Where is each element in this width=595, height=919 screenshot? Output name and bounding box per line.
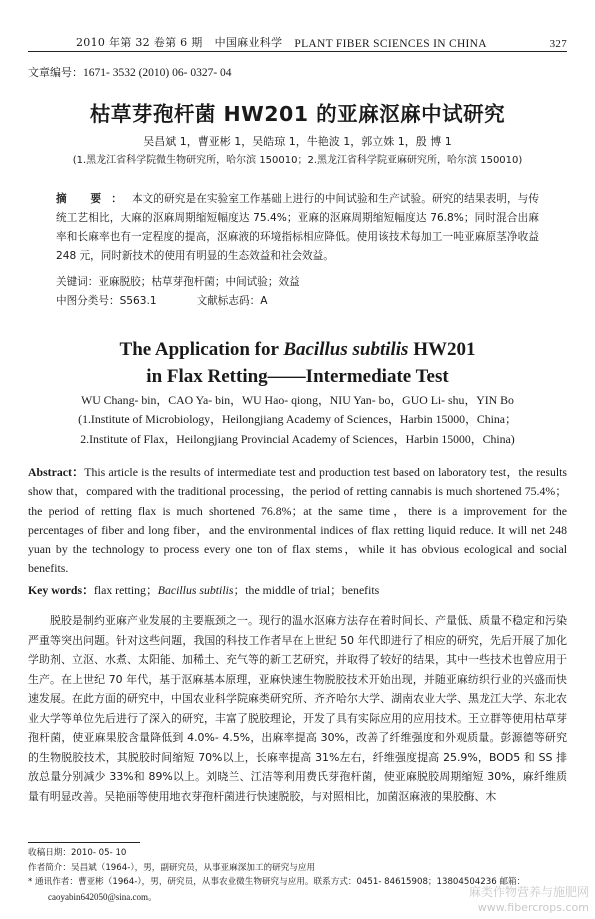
issue-info: 2010 年第 32 卷第 6 期 bbox=[76, 36, 203, 49]
keywords-english-part1: flax retting； bbox=[93, 583, 158, 597]
title-english bbox=[0, 336, 595, 390]
title-chinese: 枯草芽孢杆菌 HW201 的亚麻沤麻中试研究 bbox=[89, 102, 506, 126]
journal-name-cn: 中国麻业科学 bbox=[214, 36, 283, 49]
article-number bbox=[28, 64, 232, 80]
classification-line bbox=[56, 293, 539, 308]
watermark bbox=[469, 885, 589, 915]
keywords-english-part2: ；the middle of trial；benefits bbox=[233, 583, 380, 597]
keywords-chinese bbox=[56, 274, 539, 289]
doc-code-value: A bbox=[260, 295, 268, 307]
abstract-chinese-label: 摘 要： bbox=[56, 193, 132, 205]
authors-chinese: 吴昌斌 1，曹亚彬 1，吴皓琼 1，牛艳波 1，郭立姝 1，殷 博 1 bbox=[143, 135, 452, 148]
affiliation-english-line1: (1.Institute of Microbiology，Heilongjiang Academy of Sciences，Harbin 15000，China； bbox=[78, 412, 517, 426]
keywords-english-species: Bacillus subtilis bbox=[157, 583, 234, 597]
title-english-line2: in Flax Retting——Intermediate Test bbox=[146, 366, 449, 387]
authors-english: WU Chang- bin，CAO Ya- bin，WU Hao- qiong，NIU Yan- bo，GUO Li- shu，YIN Bo bbox=[81, 393, 514, 407]
affiliation-english-line2: 2.Institute of Flax，Heilongjiang Provincial Academy of Sciences，Harbin 15000，China) bbox=[80, 432, 515, 446]
doc-code-label: 文献标志码： bbox=[196, 295, 261, 307]
corresponding-author: * 通讯作者：曹亚彬（1964-），男，研究员，从事农业微生物研究与应用。联系方式：0451- 84615908；13804504236 邮箱： bbox=[28, 877, 526, 887]
clc-value: S563.1 bbox=[119, 295, 157, 307]
article-number-value: 1671- 3532 (2010) 06- 0327- 04 bbox=[83, 67, 232, 79]
received-date: 收稿日期：2010- 05- 10 bbox=[28, 848, 127, 858]
abstract-chinese-text: 本文的研究是在实验室工作基础上进行的中间试验和生产试验。研究的结果表明，与传统工艺相比，大麻的沤麻周期缩短幅度达 75.4%；亚麻的沤麻周期缩短幅度达 76.8%；同时混合出麻率和长麻率也有一定程度的提高，沤麻液的环境指标相应降低。使用该技术每加工一吨亚麻原茎净收益 248 元，同时新技术的使用有明显的生态效益和社会效益。 bbox=[56, 193, 539, 262]
affiliation-chinese: (1.黑龙江省科学院微生物研究所，哈尔滨 150010；2.黑龙江省科学院亚麻研究所，哈尔滨 150010) bbox=[72, 155, 523, 166]
abstract-english-label: Abstract： bbox=[28, 465, 85, 479]
title-english-part2: HW201 bbox=[408, 339, 476, 360]
author-bio: 作者简介：吴昌斌（1964-），男，副研究员，从事亚麻深加工的研究与应用 bbox=[28, 862, 316, 873]
clc-label: 中图分类号： bbox=[56, 295, 120, 307]
abstract-chinese bbox=[56, 190, 539, 266]
keywords-english bbox=[28, 581, 567, 598]
keywords-chinese-text: 亚麻脱胶；枯草芽孢杆菌；中间试验；效益 bbox=[98, 276, 300, 288]
watermark-site-name: 麻类作物营养与施肥网 bbox=[468, 885, 589, 899]
article-number-label: 文章编号： bbox=[28, 66, 83, 79]
corresponding-email: caoyabin642050@sina.com。 bbox=[48, 891, 158, 902]
body-paragraph: 脱胶是制约亚麻产业发展的主要瓶颈之一。现行的温水沤麻方法存在着时间长、产量低、质量不稳定和污染严重等突出问题。针对这些问题，我国的科技工作者早在上世纪 50 年代即进行了相应的研究，先后开展了加化学助剂、立沤、水煮、太阳能、加稀土、充气等的新工艺研究，并取得了较好的结果，其中一些技术也曾应用于生产。在上世纪 70 年代，基于沤麻基本原理，亚麻快速生物脱胶技术开始出现，并随亚麻纺织行业的兴盛而快速发展。在此方面的研究中，中国农业科学院麻类研究所、齐齐哈尔大学、湖南农业大学、黑龙江大学、东北农业大学等单位先后进行了深入的研究，丰富了脱胶理论，开发了具有实际应用的应用技术。王立群等使用枯草芽孢杆菌，使亚麻果胶含量降低到 4.0%- 4.5%，出麻率提高 30%，改善了纤维强度和外观质量。彭源德等研究的生物脱胶技术，其脱胶时间缩短 70%以上，长麻率提高 31%左右，纤维强度提高 25.9%，BOD5 和 SS 排放总量分别减少 33%和 89%以上。刘晓兰、江洁等利用费氏芽孢杆菌，使亚麻脱胶周期缩短 30%，麻纤维质量有明显改善。吴艳丽等使用地衣芽孢杆菌进行快速脱胶，与对照相比，加菌沤麻液的果胶酶、木 bbox=[28, 614, 567, 803]
running-header bbox=[28, 30, 567, 50]
affiliation-english bbox=[0, 409, 595, 449]
title-english-species: Bacillus subtilis bbox=[283, 339, 409, 360]
footnote-divider bbox=[28, 842, 140, 843]
abstract-english bbox=[28, 463, 567, 579]
header-divider bbox=[28, 51, 567, 52]
watermark-url: www.fibercrops.com bbox=[477, 901, 589, 914]
keywords-english-label: Key words： bbox=[28, 583, 94, 597]
page-number: 327 bbox=[549, 38, 567, 50]
journal-name-en: PLANT FIBER SCIENCES IN CHINA bbox=[294, 38, 487, 50]
title-english-part1: The Application for bbox=[119, 339, 284, 360]
keywords-chinese-label: 关键词： bbox=[56, 276, 99, 288]
abstract-english-text: This article is the results of intermediate test and production test based on laboratory test，the results show that，compared with the traditional processing，the period of retting cannabis is much shortened 75.4%； the period of retting flax is much shortened 76.8%；at the same time，there is a improvement for the percentages of fiber and long fiber，and the environmental indices of flax retting liquid reduce. It will net 248 yuan by the technology to process every one ton of flax stems，while it has obvious ecological and social benefits. bbox=[28, 465, 567, 576]
